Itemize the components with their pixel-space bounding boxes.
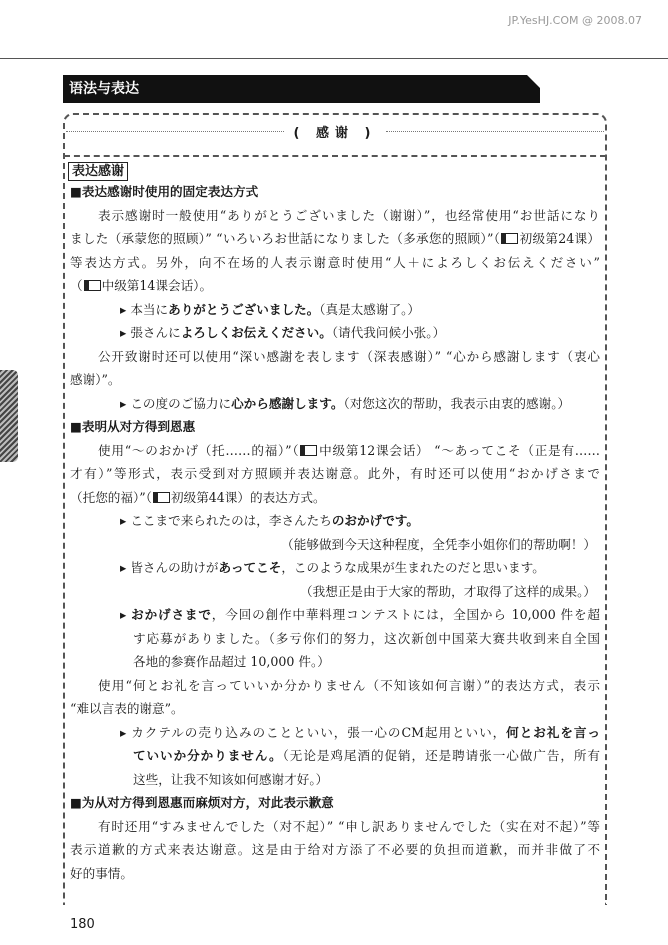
dotted-rule: [66, 131, 284, 132]
text-line: [70, 862, 600, 886]
text-segment: （真是太感谢了。）: [319, 301, 420, 317]
text-segment: （: [70, 278, 83, 293]
text-segment: 好的事情。: [70, 865, 133, 881]
box-title-text: 感谢: [316, 125, 355, 141]
text-segment: 才有）”等形式，表示受到对方照顾并表达谢意。此外，有时还可以使用“おかげさまで: [70, 466, 600, 481]
text-line: [70, 274, 600, 298]
book-icon: [501, 233, 518, 244]
text-segment: 使用“～のおかげ（托……的福）”（: [98, 442, 300, 458]
example-line: [70, 721, 600, 745]
example-line: [70, 650, 600, 674]
text-segment: す応募がありました。（多亏你们的努力，这次新创中国菜大赛共收到来自全国: [133, 630, 600, 646]
text-line: [70, 227, 600, 251]
book-icon: [300, 445, 317, 456]
text-segment: 有时还用“すみませんでした（对不起）” “申し訳ありませんでした（实在对不起）”等: [98, 818, 600, 834]
bold-phrase: よろしくお伝えください。: [180, 325, 332, 340]
text-segment: ，このような成果が生まれたのだと思います。: [281, 560, 545, 575]
example-line: [70, 298, 600, 322]
side-thumb-tab: [0, 370, 18, 462]
section-heading: [70, 791, 600, 815]
example-line: [70, 768, 600, 792]
text-segment: 初级第44课）的表达方式。: [171, 489, 326, 505]
example-line: [70, 392, 600, 416]
text-line: [70, 486, 600, 510]
text-segment: （我想正是由于大家的帮助，才取得了这样的成果。）: [300, 583, 596, 599]
text-segment: ▸ 張さんに: [120, 325, 181, 340]
text-segment: ▸ この度のご協力に: [120, 395, 232, 411]
bold-phrase: おかげさまで: [131, 607, 212, 622]
text-line: [70, 838, 600, 862]
bold-phrase: ていいか分かりません。: [133, 748, 283, 763]
page-number: 180: [70, 917, 95, 932]
example-line: [70, 556, 600, 580]
box-title-row: [66, 122, 604, 140]
text-segment: （对您这次的帮助，我表示由衷的感谢。）: [343, 395, 571, 411]
text-segment: ▸ 皆さんの助けが: [120, 560, 219, 575]
box-title: ( 感谢 ): [293, 125, 377, 141]
text-segment: ▸ カクテルの売り込みのことといい，張一心のCM起用といい，: [120, 724, 507, 740]
text-segment: ました（承蒙您的照顾）” “いろいろお世話になりました（多承您的照顾）”（: [70, 231, 501, 246]
translation-line: [70, 533, 600, 557]
example-line: [70, 509, 600, 533]
text-line: [70, 697, 600, 721]
text-segment: （请代我问候小张。）: [331, 325, 446, 340]
bold-phrase: あってこそ: [218, 560, 282, 575]
example-line: [70, 603, 600, 627]
text-segment: ▸ 本当に: [120, 301, 169, 317]
example-line: [70, 627, 600, 651]
text-line: [70, 462, 600, 486]
text-segment: 这些，让我不知该如何感谢才好。）: [133, 771, 329, 787]
text-segment: 表示感谢时一般使用“ありがとうございました（谢谢）”，也经常使用“お世話になり: [98, 207, 600, 223]
text-segment: ■为从对方得到恩惠而麻烦对方，对此表示歉意: [70, 795, 334, 810]
text-line: [70, 815, 600, 839]
text-segment: 使用“何とお礼を言っていいか分かりません（不知该如何言谢）”的表达方式，表示: [98, 677, 600, 693]
translation-line: [70, 580, 600, 604]
text-segment: （能够做到今天这种程度，全凭李小姐你们的帮助啊！）: [281, 536, 596, 552]
text-segment: 中级第12课会话） “～あってこそ（正是有……: [318, 442, 600, 458]
watermark: JP.YesHJ.COM @ 2008.07: [508, 14, 642, 27]
text-line: [70, 674, 600, 698]
chapter-banner: [63, 75, 540, 103]
text-segment: ，今回の創作中華料理コンテストには，全国から 10,000 件を超: [211, 607, 601, 622]
bold-phrase: 心から感謝します。: [231, 395, 344, 411]
text-segment: 感谢）”。: [70, 372, 121, 387]
text-line: [70, 439, 600, 463]
text-segment: ▸: [120, 607, 132, 622]
text-segment: “难以言表的谢意”。: [70, 701, 184, 716]
book-icon: [153, 492, 170, 503]
section-heading: [70, 180, 600, 204]
body-text: [70, 180, 600, 885]
text-segment: ■表达感谢时使用的固定表达方式: [70, 184, 259, 199]
book-icon: [84, 280, 101, 291]
box-separator: [64, 155, 606, 157]
section-label: 表达感谢: [68, 162, 128, 181]
text-segment: 初级第24课）: [519, 231, 601, 246]
text-line: [70, 251, 600, 275]
bold-phrase: のおかげです。: [331, 513, 419, 528]
chapter-title: 语法与表达: [69, 81, 139, 97]
text-line: [70, 204, 600, 228]
text-segment: （托您的福）”（: [70, 489, 152, 505]
header-rule: [0, 58, 668, 59]
text-segment: 等表达方式。另外，向不在场的人表示谢意时使用“人＋によろしくお伝えください”: [70, 254, 600, 270]
text-segment: ■表明从对方得到恩惠: [70, 419, 196, 434]
bold-phrase: 何とお礼を言っ: [506, 724, 601, 740]
bold-phrase: ありがとうございました。: [168, 301, 320, 317]
section-heading: [70, 415, 600, 439]
example-line: [70, 321, 600, 345]
folded-corner-icon: [527, 75, 541, 89]
text-segment: 各地的参赛作品超过 10,000 件。）: [133, 654, 330, 669]
text-segment: ▸ ここまで来られたのは，李さんたち: [120, 513, 332, 528]
text-segment: 表示道歉的方式来表达谢意。这是由于给对方添了不必要的负担而道歉，而并非做了不: [70, 842, 600, 857]
text-segment: 中级第14课会话）。: [101, 278, 213, 293]
text-line: [70, 368, 600, 392]
text-segment: 公开致谢时还可以使用“深い感謝を表します（深表感谢）” “心から感謝します（衷心: [98, 348, 600, 364]
text-segment: （无论是鸡尾酒的促销，还是聘请张一心做广告，所有: [282, 748, 600, 763]
text-line: [70, 345, 600, 369]
dotted-rule: [386, 131, 604, 132]
example-line: [70, 744, 600, 768]
